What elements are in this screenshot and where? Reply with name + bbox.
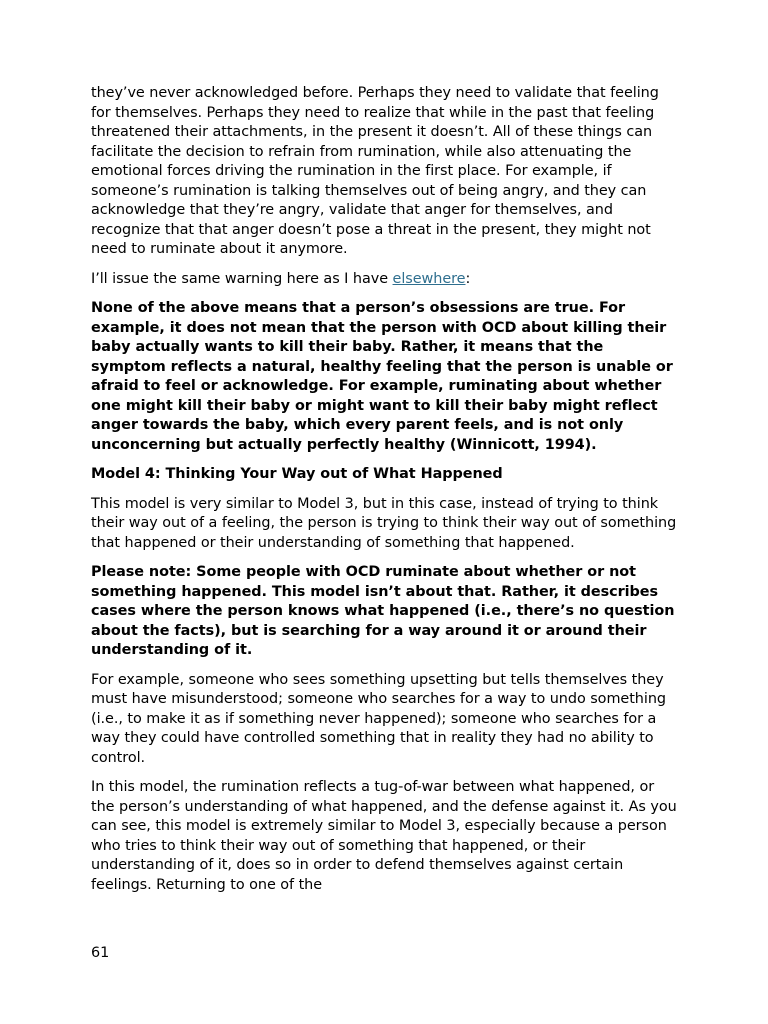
paragraph-model-4-intro: This model is very similar to Model 3, but in this case, instead of trying to think their way out of a feeling, the person is trying to think their way out of something that happened or their understanding of something that happened. [91, 495, 677, 551]
paragraph-examples: For example, someone who sees something upsetting but tells themselves they must have misunderstood; someone who searches for a way to undo something (i.e., to make it as if something never happened); someone who searches for a way they could have controlled something that in reality they had no ability to control. [91, 671, 666, 766]
paragraph-validation: they’ve never acknowledged before. Perhaps they need to validate that feeling for themselves. Perhaps they need to realize that while in the past that feeling threatened their attachments, in the present it doesn’t. All of these things can facilitate the decision to refrain from rumination, while also attenuating the emotional forces driving the rumination in the first place. For example, if someone’s rumination is talking themselves out of being angry, and they can acknowledge that they’re angry, validate that anger for themselves, and recognize that that anger doesn’t pose a threat in the present, they might not need to ruminate about it anymore. [91, 85, 659, 257]
warning-paragraph: None of the above means that a person’s obsessions are true. For example, it does not mean that the person with OCD about killing their baby actually wants to kill their baby. Rather, it means that the symptom reflects a natural, healthy feeling that the person is unable or afraid to feel or acknowledge. For example, ruminating about whether one might kill their baby or might want to kill their baby might reflect anger towards the baby, which every parent feels, and is not only unconcerning but actually perfectly healthy (Winnicott, 1994). [91, 300, 673, 453]
warning-intro-colon: : [465, 270, 471, 287]
paragraph-tug-of-war: In this model, the rumination reflects a tug-of-war between what happened, or the person’s understanding of what happened, and the defense against it. As you can see, this model is extremely similar to Model 3, especially because a person who tries to think their way out of something that happened, or their understanding of it, does so in order to defend themselves against certain feelings. Returning to one of the [91, 779, 677, 893]
warning-intro-text: I’ll issue the same warning here as I have [91, 270, 393, 287]
note-paragraph: Please note: Some people with OCD ruminate about whether or not something happened. This model isn’t about that. Rather, it describes cases where the person knows what happened (i.e., there’s no question about the facts), but is searching for a way around it or around their understanding of it. [91, 564, 675, 658]
elsewhere-link[interactable]: elsewhere [392, 270, 466, 287]
section-heading-model-4: Model 4: Thinking Your Way out of What Happened [91, 466, 503, 482]
paragraph-warning-intro [91, 270, 681, 290]
page-number: 61 [91, 945, 110, 961]
document-body [91, 84, 681, 905]
